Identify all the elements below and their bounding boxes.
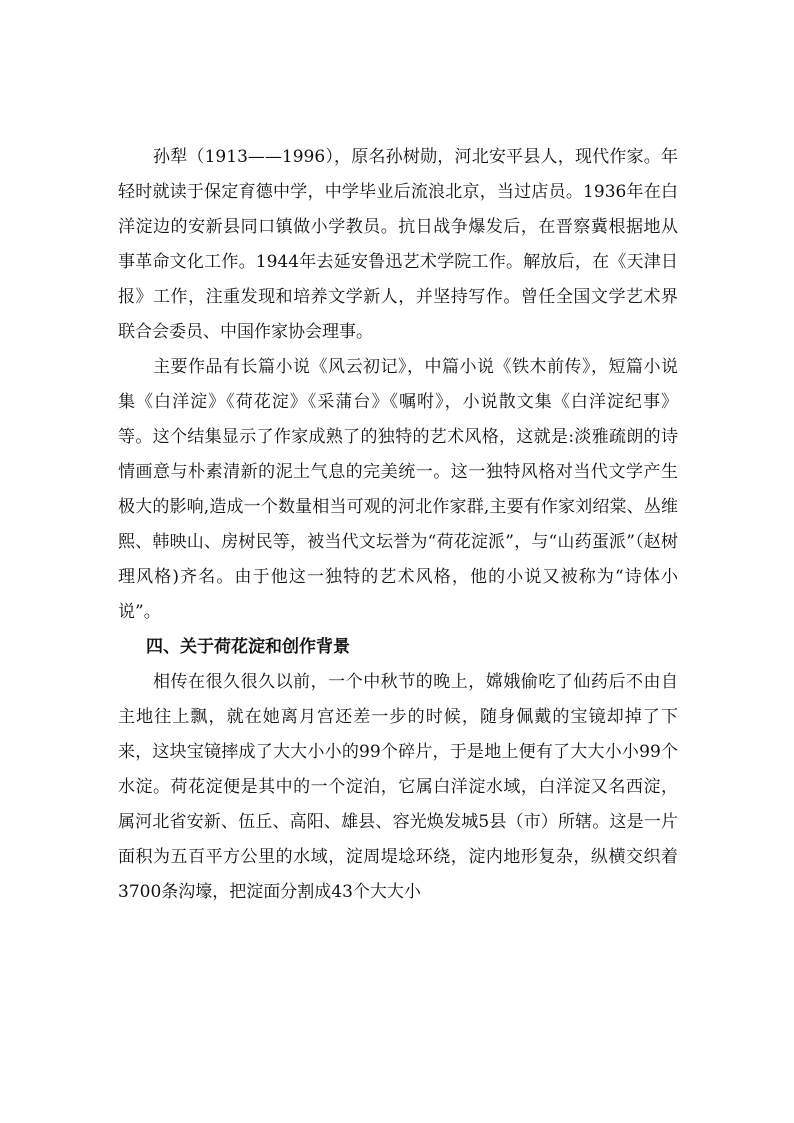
document-page xyxy=(118,140,678,910)
paragraph-author-bio: 孙犁（1913——1996），原名孙树勋，河北安平县人，现代作家。年轻时就读于保定育德中学，中学毕业后流浪北京，当过店员。1936年在白洋淀边的安新县同口镇做小学教员。抗日战争爆发后，在晋察冀根据地从事革命文化工作。1944年去延安鲁迅艺术学院工作。解放后，在《天津日报》工作，注重发现和培养文学新人，并坚持写作。曾任全国文学艺术界联合会委员、中国作家协会理事。 xyxy=(118,147,678,342)
paragraph-major-works: 主要作品有长篇小说《风云初记》，中篇小说《铁木前传》，短篇小说集《白洋淀》《荷花淀》《采蒲台》《嘱咐》，小说散文集《白洋淀纪事》等。这个结集显示了作家成熟了的独特的艺术风格，这就是:淡雅疏朗的诗情画意与朴素清新的泥土气息的完美统一。这一独特风格对当代文学产生极大的影响,造成一个数量相当可观的河北作家群,主要有作家刘绍棠、丛维熙、韩映山、房树民等，被当代文坛誉为“荷花淀派”，与“山药蛋派”（赵树理风格)齐名。由于他这一独特的艺术风格，他的小说又被称为“诗体小说”。 xyxy=(118,357,678,622)
section-heading: 四、关于荷花淀和创作背景 xyxy=(146,637,350,657)
paragraph-legend: 相传在很久很久以前，一个中秋节的晚上，嫦娥偷吃了仙药后不由自主地往上飘，就在她离月宫还差一步的时候，随身佩戴的宝镜却掉了下来，这块宝镜摔成了大大小小的99个碎片，于是地上便有了大大小小99个水淀。荷花淀便是其中的一个淀泊，它属白洋淀水域，白洋淀又名西淀，属河北省安新、伍丘、高阳、雄县、容光焕发城5县（市）所辖。这是一片面积为五百平方公里的水域，淀周堤埝环绕，淀内地形复杂，纵横交织着3700条沟壕，把淀面分割成43个大大小 xyxy=(118,672,678,902)
